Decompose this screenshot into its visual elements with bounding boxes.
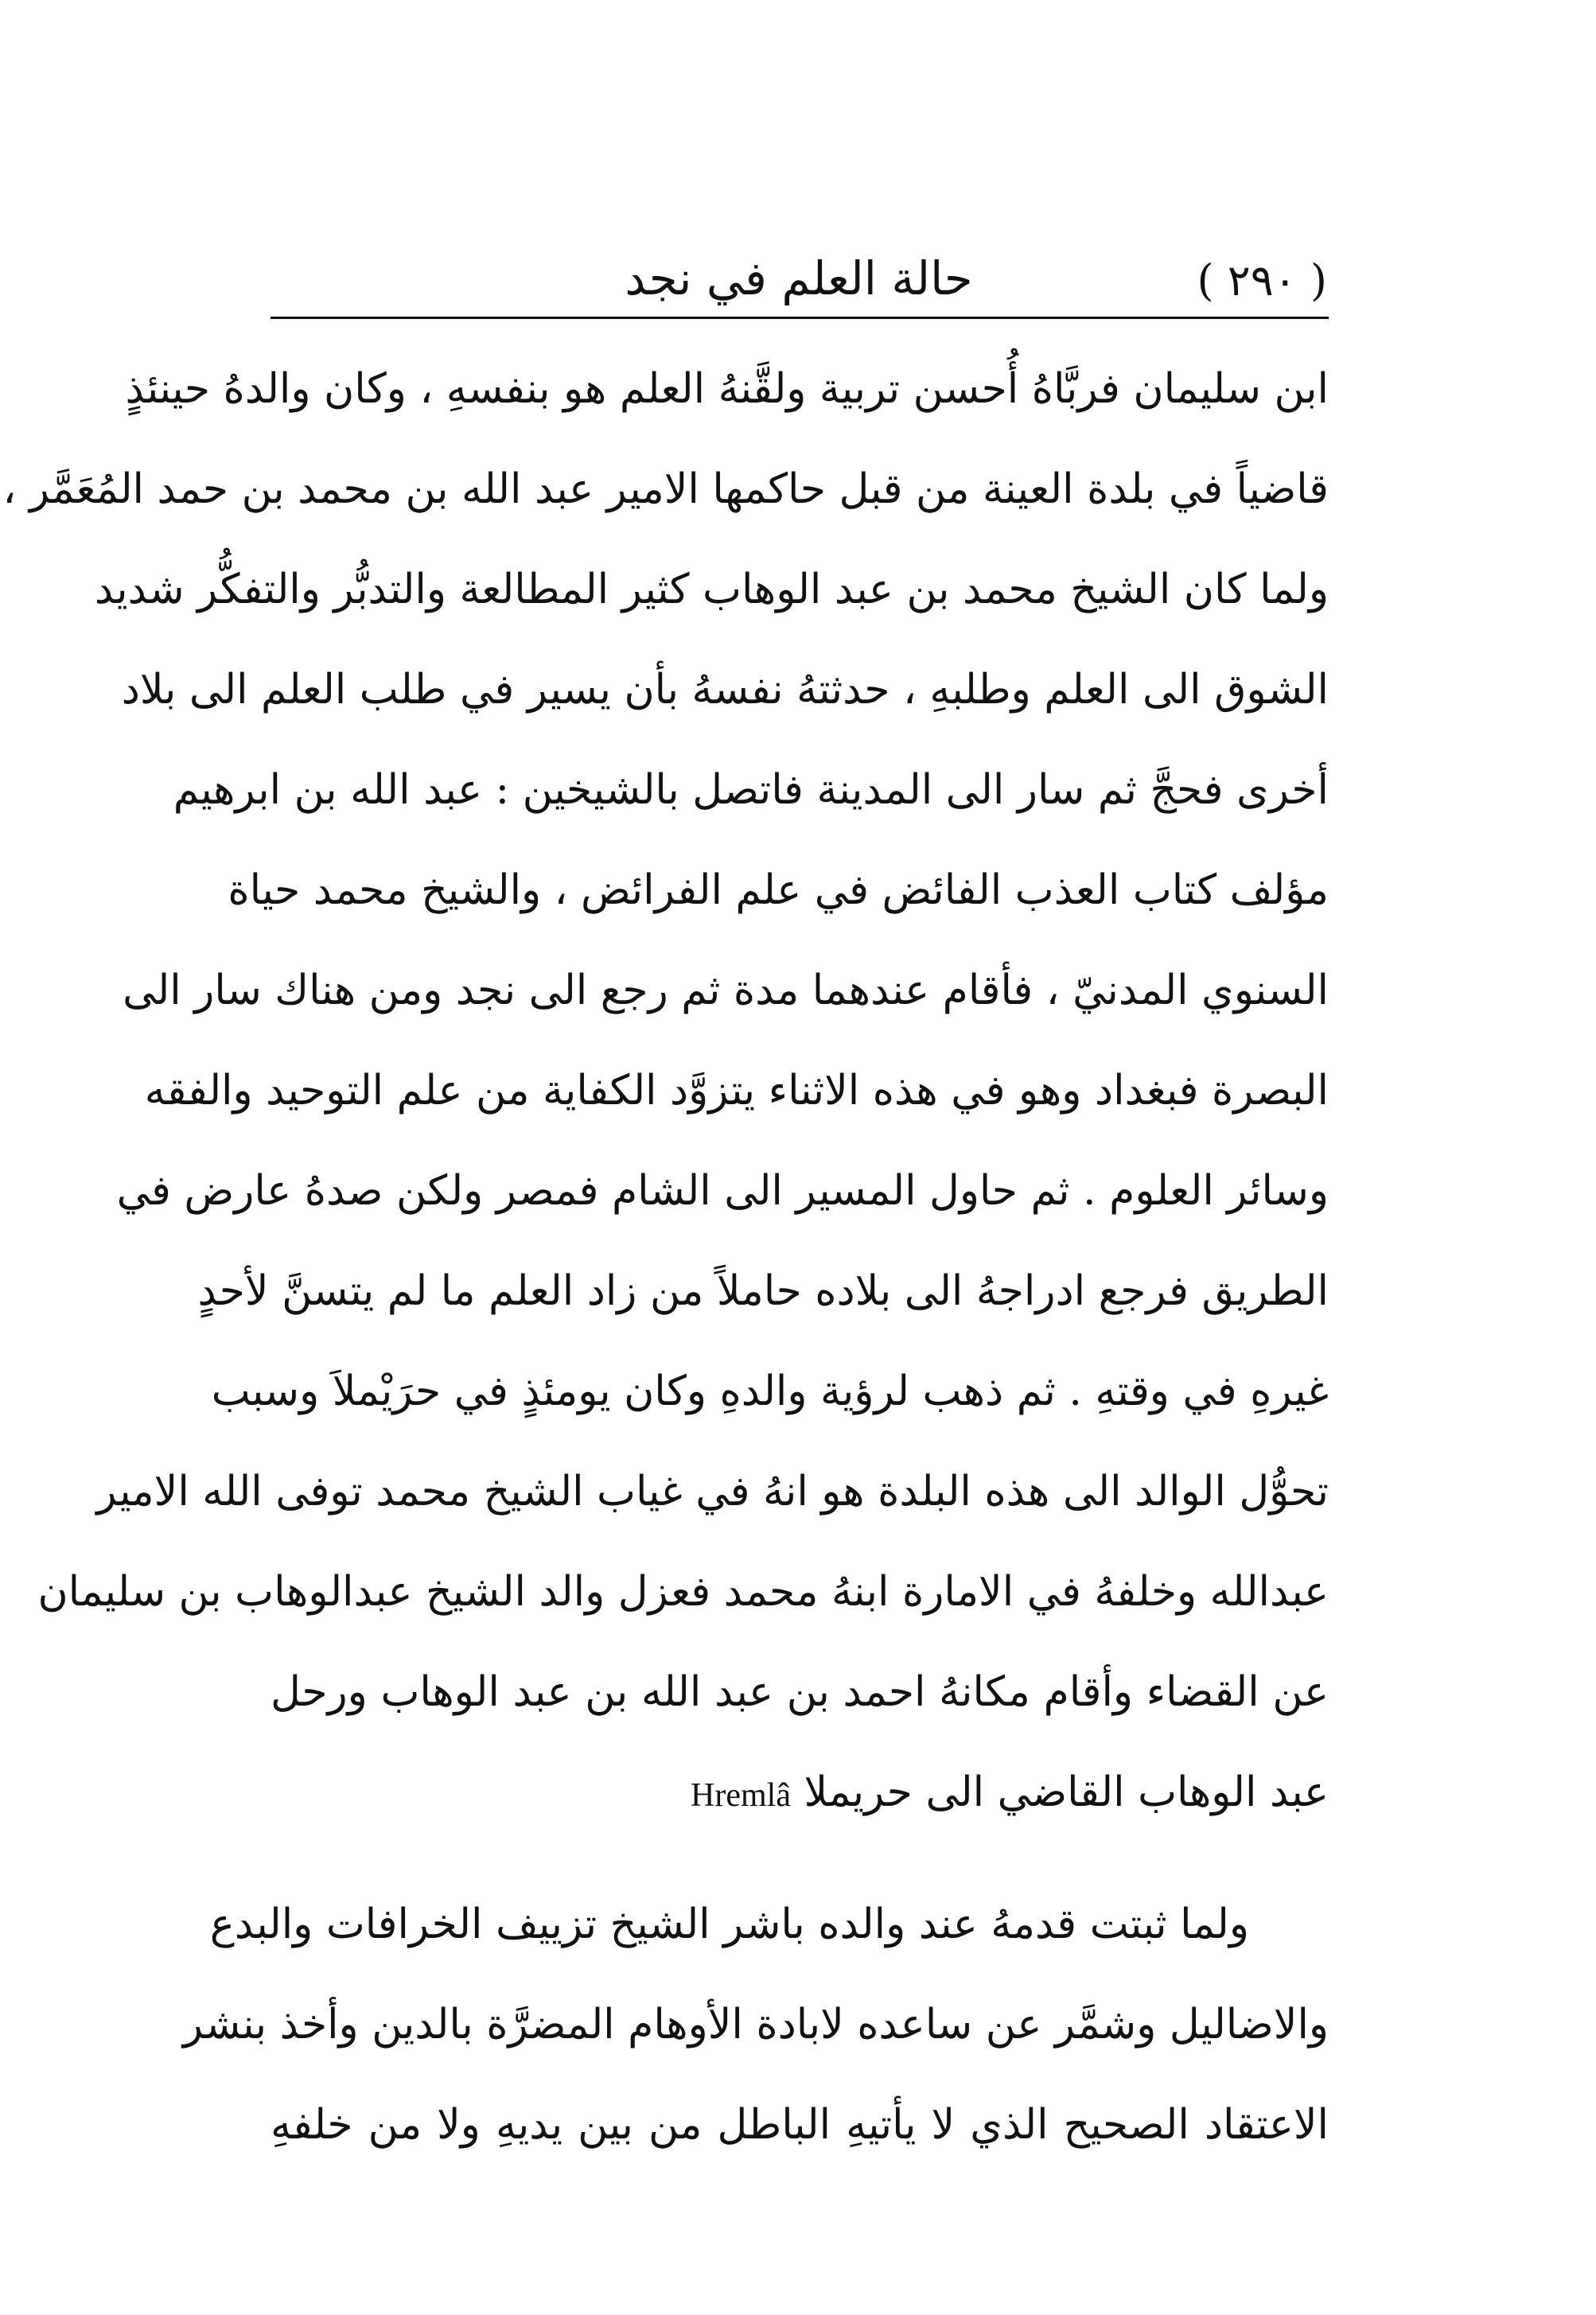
- paragraph: [182, 1874, 1329, 2175]
- page-number: ( ٢٩٠ ): [1197, 255, 1327, 305]
- text-line: ابن سليمان فربَّاهُ أُحسن تربية ولقَّنهُ العلم هو بنفسهِ ، وكان والدهُ حينئذٍ: [125, 365, 1329, 413]
- last-line-text: عبد الوهاب القاضي الى حريملا: [804, 1768, 1329, 1816]
- text-line: الاعتقاد الصحيح الذي لا يأتيهِ الباطل من بين يديهِ ولا من خلفهِ: [271, 2101, 1329, 2149]
- text-line-last: [271, 1742, 1329, 1842]
- text-line: والاضاليل وشمَّر عن ساعده لابادة الأوهام المضرَّة بالدين وأخذ بنشر: [182, 2001, 1329, 2048]
- text-line: مؤلف كتاب العذب الفائض في علم الفرائض ، والشيخ محمد حياة: [228, 866, 1329, 914]
- text-line: وسائر العلوم . ثم حاول المسير الى الشام فمصر ولكن صدهُ عارض في: [116, 1167, 1329, 1215]
- paragraph-gap: [271, 1842, 1329, 1874]
- text-line: قاضياً في بلدة العينة من قبل حاكمها الامير عبد الله بن محمد بن حمد المُعَمَّر ،: [2, 465, 1329, 513]
- text-line: البصرة فبغداد وهو في هذه الاثناء يتزوَّد الكفاية من علم التوحيد والفقه: [144, 1067, 1329, 1115]
- paragraph: [2, 339, 1329, 1842]
- text-line: أخرى فحجَّ ثم سار الى المدينة فاتصل بالشيخين : عبد الله بن ابرهيم: [173, 766, 1329, 814]
- text-line: ولما ثبتت قدمهُ عند والده باشر الشيخ تزييف الخرافات والبدع: [209, 1901, 1249, 1948]
- body-text: [2, 339, 1329, 2175]
- header-rule: [271, 317, 1329, 319]
- text-line: السنوي المدنيّ ، فأقام عندهما مدة ثم رجع الى نجد ومن هناك سار الى: [123, 967, 1329, 1014]
- text-line: عبدالله وخلفهُ في الامارة ابنهُ محمد فعزل والد الشيخ عبدالوهاب بن سليمان: [37, 1568, 1329, 1616]
- transliteration: Hremlâ: [691, 1777, 791, 1814]
- running-title: حالة العلم في نجد: [625, 251, 973, 305]
- text-line: الطريق فرجع ادراجهُ الى بلاده حاملاً من زاد العلم ما لم يتسنَّ لأحدٍ: [197, 1267, 1329, 1315]
- text-line: ولما كان الشيخ محمد بن عبد الوهاب كثير المطالعة والتدبُّر والتفكُّر شديد: [94, 566, 1329, 613]
- page-header: [271, 239, 1327, 318]
- text-line: غيرهِ في وقتهِ . ثم ذهب لرؤية والدهِ وكان يومئذٍ في حرَيْملاَ وسبب: [211, 1368, 1329, 1415]
- text-line: عن القضاء وأقام مكانهُ احمد بن عبد الله بن عبد الوهاب ورحل: [271, 1668, 1329, 1716]
- text-line: الشوق الى العلم وطلبهِ ، حدثتهُ نفسهُ بأن يسير في طلب العلم الى بلاد: [121, 666, 1329, 714]
- text-line: تحوُّل الوالد الى هذه البلدة هو انهُ في غياب الشيخ محمد توفى الله الامير: [96, 1468, 1329, 1515]
